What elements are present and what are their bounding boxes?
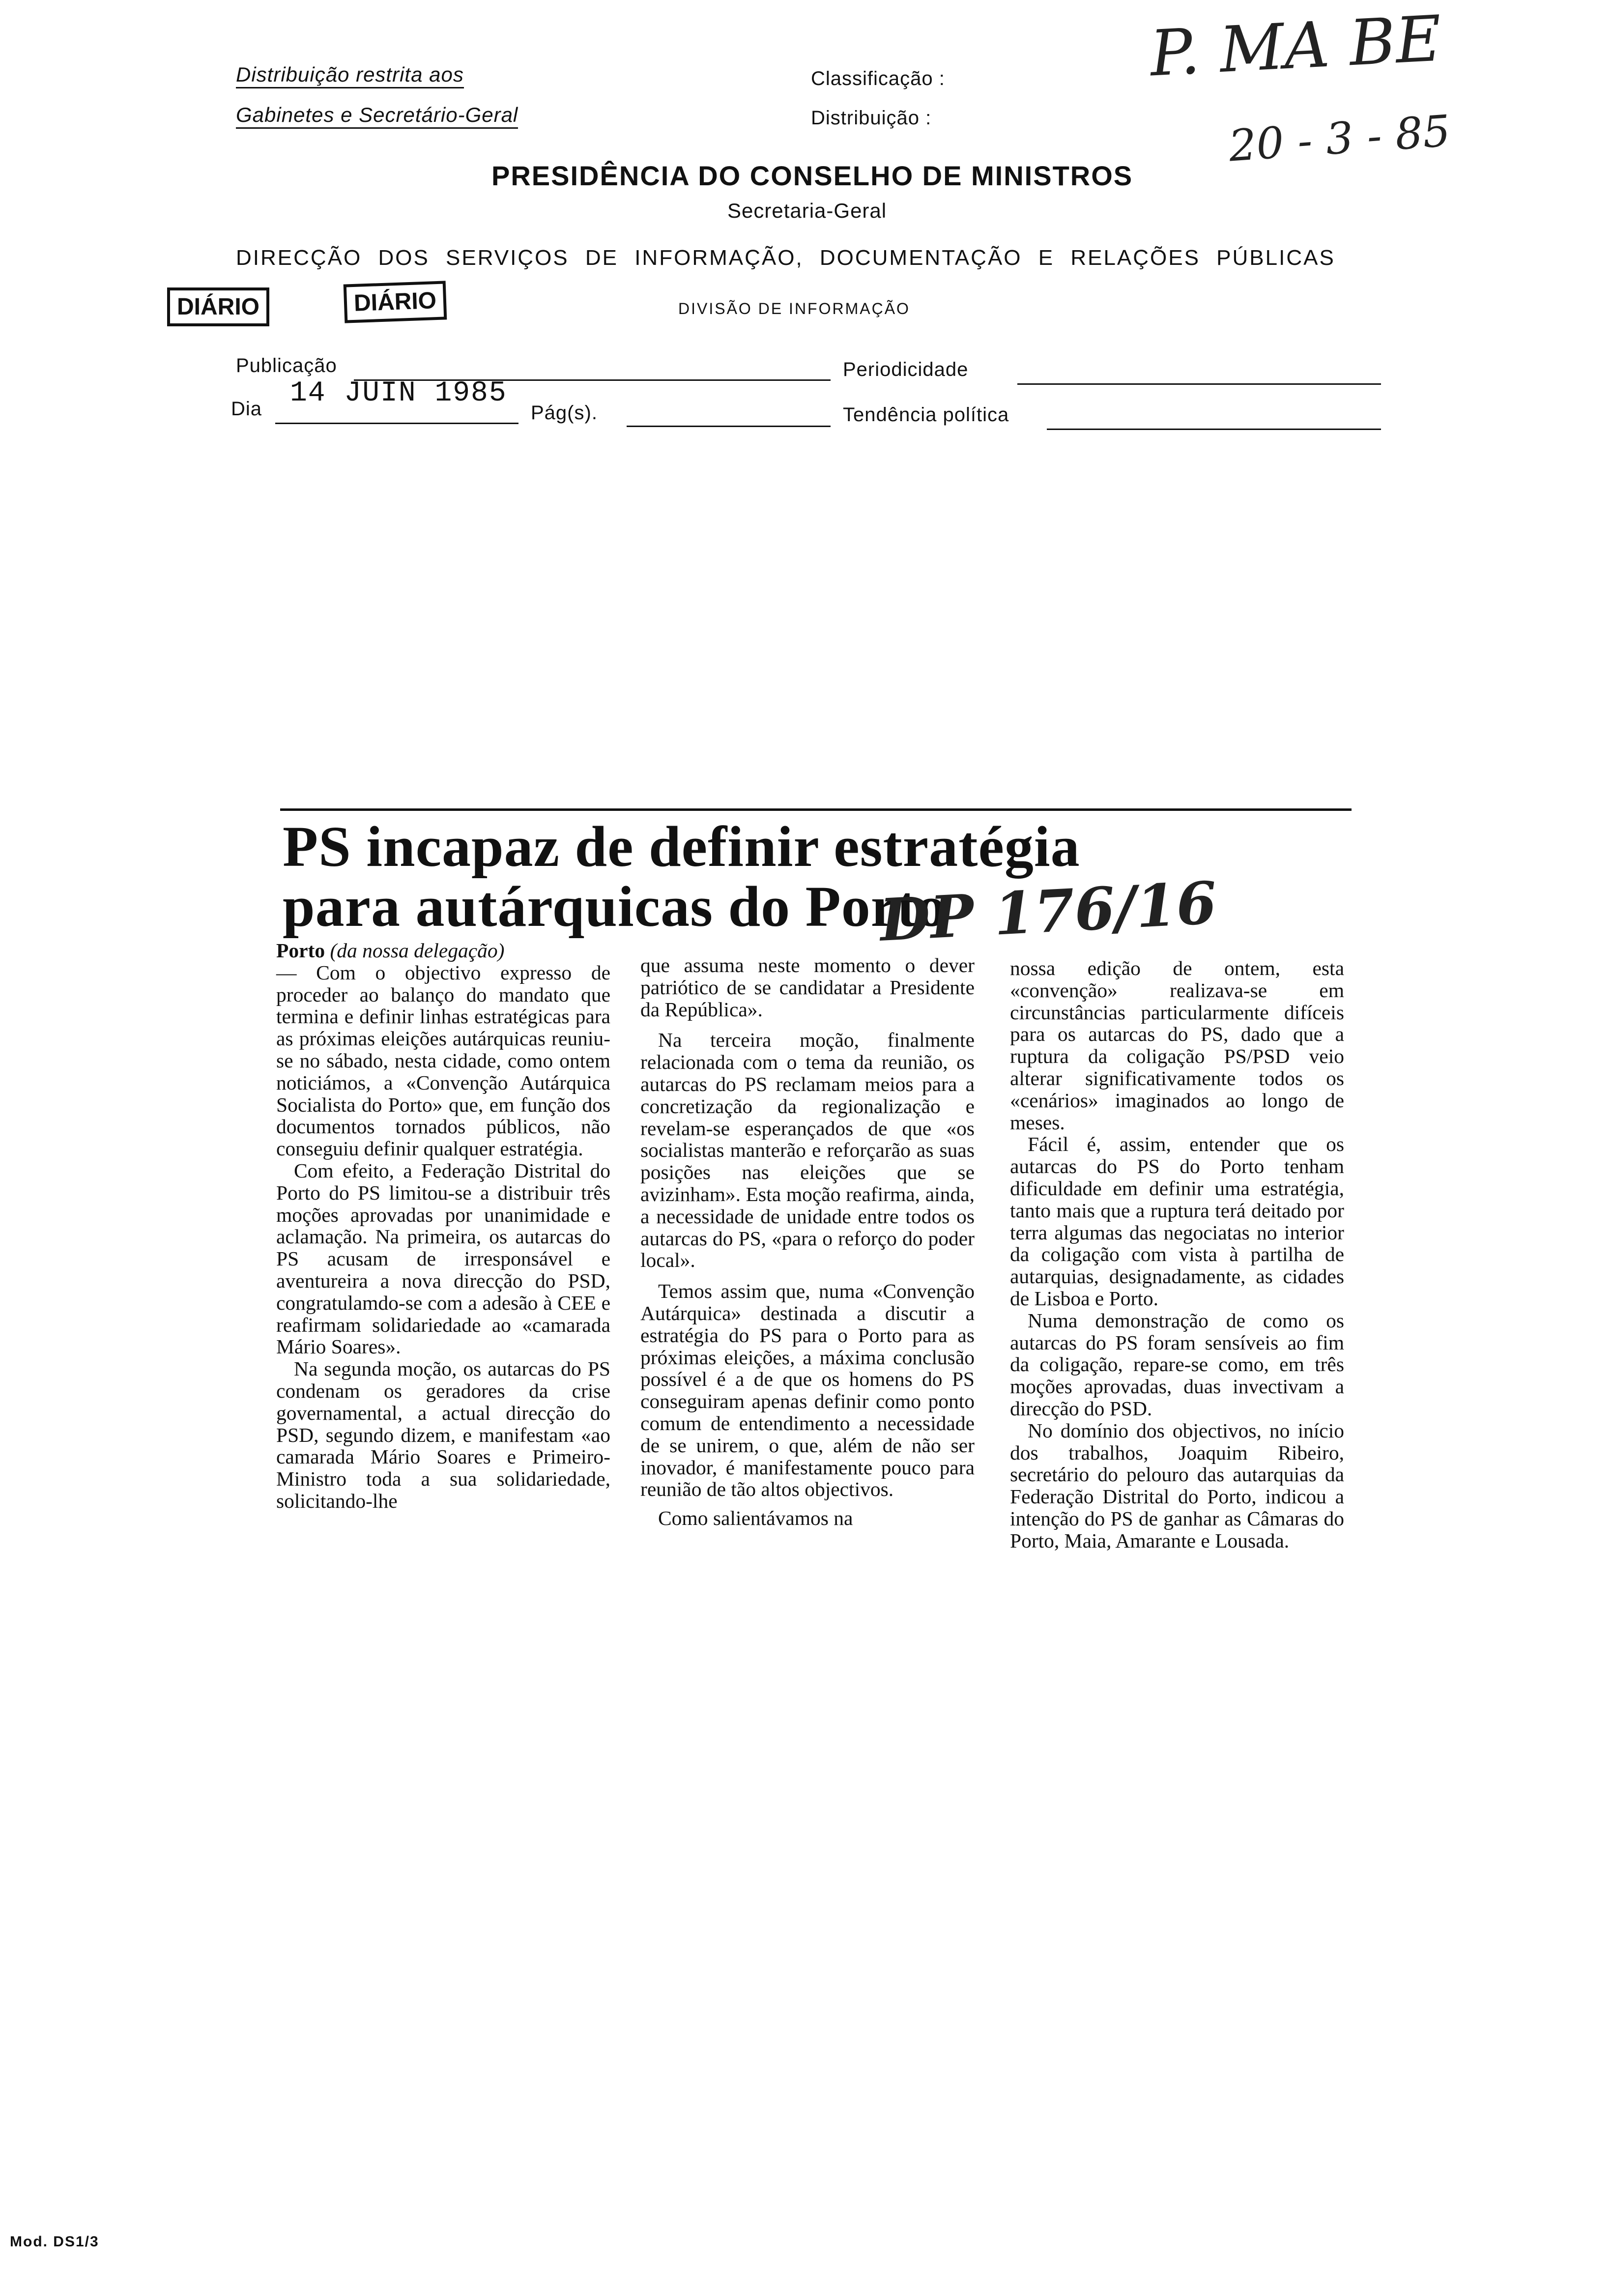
col2-paragraph-4: Como salientávamos na	[658, 1507, 853, 1530]
dia-date-stamp: 14 JUIN 1985	[290, 377, 507, 409]
col2-paragraph-1: que assuma neste momento o dever patriótico de se candidatar a Presidente da República».	[640, 954, 975, 1021]
dia-field	[275, 423, 518, 424]
headline-line-2: para autárquicas do Porto	[283, 874, 947, 939]
handwritten-reference: DP 176/16	[878, 868, 1218, 954]
headline-rule	[280, 808, 1352, 811]
classificacao-label: Classificação :	[811, 68, 945, 89]
col3-paragraph-2: Fácil é, assim, entender que os autarcas do PS do Porto tenham dificuldade em definir uma estratégia, tanto mais que a ruptura terá deitado por terra algumas das negociatas no interior da coligação com vista à partilha de autarquias, designadamente, as cidades de Lisboa e Porto.	[1010, 1133, 1344, 1310]
article-column-2	[640, 954, 975, 1529]
col2-paragraph-3: Temos assim que, numa «Convenção Autárquica» destinada a discutir a estratégia do PS para o Porto para as próximas eleições, a máxima conclusão possível é a de que os homens do PS conseguiram apenas definir como ponto comum de entendimento a necessidade de se unirem, o que, além de não ser inovador, é manifestamente pouco para reunião de tão altos objectivos.	[640, 1280, 975, 1501]
restriction-line-1: Distribuição restrita aos	[236, 63, 464, 86]
col3-paragraph-4: No domínio dos objectivos, no início dos trabalhos, Joaquim Ribeiro, secretário do pelouro das autarquias da Federação Distrital do Porto, indicou a intenção do PS de ganhar as Câmaras do Porto, Maia, Amarante e Lousada.	[1010, 1419, 1344, 1552]
form-code: Mod. DS1/3	[10, 2234, 99, 2250]
diario-stamp-smudged: DIÁRIO	[344, 281, 447, 323]
col1-paragraph-2: Com efeito, a Federação Distrital do Porto do PS limitou-se a distribuir três moções aprovadas por unanimidade e aclamação. Na primeira, os autarcas do PS acusam de irresponsável e aventureira a nova direcção do PSD, congratulamdo-se com a adesão à CEE e reafirmam solidariedade ao «camarada Mário Soares».	[276, 1159, 610, 1358]
divisao-label: DIVISÃO DE INFORMAÇÃO	[678, 300, 910, 317]
periodicidade-label: Periodicidade	[843, 359, 969, 380]
periodicidade-field	[1017, 383, 1381, 385]
col1-paragraph-3: Na segunda moção, os autarcas do PS condenam os geradores da crise governamental, a actual direcção do PSD, segundo dizem, e manifestam «ao camarada Mário Soares e Primeiro-Ministro toda a sua solidariedade, solicitando-lhe	[276, 1357, 610, 1512]
direccao-line: DIRECÇÃO DOS SERVIÇOS DE INFORMAÇÃO, DOCUMENTAÇÃO E RELAÇÕES PÚBLICAS	[236, 246, 1335, 270]
tendencia-field	[1047, 429, 1381, 430]
col2-paragraph-2: Na terceira moção, finalmente relacionada com o tema da reunião, os autarcas do PS reclamam meios para a concretização da regionalização e revelam-se esperançados de que «os socialistas manterão e reforçarão as suas posições nas eleições que se avizinham». Esta moção reafirma, ainda, a necessidade de unidade entre todos os autarcas do PS, «para o reforço do poder local».	[640, 1029, 975, 1272]
tendencia-label: Tendência política	[843, 404, 1009, 426]
presidencia-title: PRESIDÊNCIA DO CONSELHO DE MINISTROS	[491, 160, 1133, 191]
col3-paragraph-3: Numa demonstração de como os autarcas do PS foram sensíveis ao fim da coligação, repare-se como, em três moções aprovadas, duas invectivam a direcção do PSD.	[1010, 1309, 1344, 1420]
col3-paragraph-1: nossa edição de ontem, esta «convenção» realizava-se em circunstâncias particularmente difíceis para os autarcas do PS, dado que a ruptura da coligação PS/PSD veio alterar significativamente todos os «cenários» imaginados ao longo de meses.	[1010, 957, 1344, 1134]
dateline: Porto (da nossa delegação)	[276, 939, 505, 962]
handwritten-annotation-date: 20 - 3 - 85	[1227, 105, 1452, 172]
diario-stamp: DIÁRIO	[167, 287, 269, 326]
secretaria-subtitle: Secretaria-Geral	[727, 199, 887, 222]
pags-label: Pág(s).	[531, 402, 598, 424]
pags-field	[627, 426, 831, 427]
article-column-1	[276, 940, 610, 1512]
handwritten-annotation-top: P. MA BE	[1148, 2, 1443, 91]
col1-paragraph-1: — Com o objectivo expresso de proceder ao balanço do mandato que termina e definir linhas estratégicas para as próximas eleições autárquicas reuniu-se no sábado, nesta cidade, como ontem noticiámos, a «Convenção Autárquica Socialista do Porto» que, em função dos documentos tornados públicos, não conseguiu definir qualquer estratégia.	[276, 961, 610, 1160]
distribuicao-label: Distribuição :	[811, 107, 932, 129]
dia-label: Dia	[231, 398, 262, 420]
headline-line-1: PS incapaz de definir estratégia	[283, 814, 1080, 879]
restriction-line-2: Gabinetes e Secretário-Geral	[236, 103, 518, 127]
article-column-3	[1010, 957, 1344, 1552]
publicacao-label: Publicação	[236, 355, 337, 376]
